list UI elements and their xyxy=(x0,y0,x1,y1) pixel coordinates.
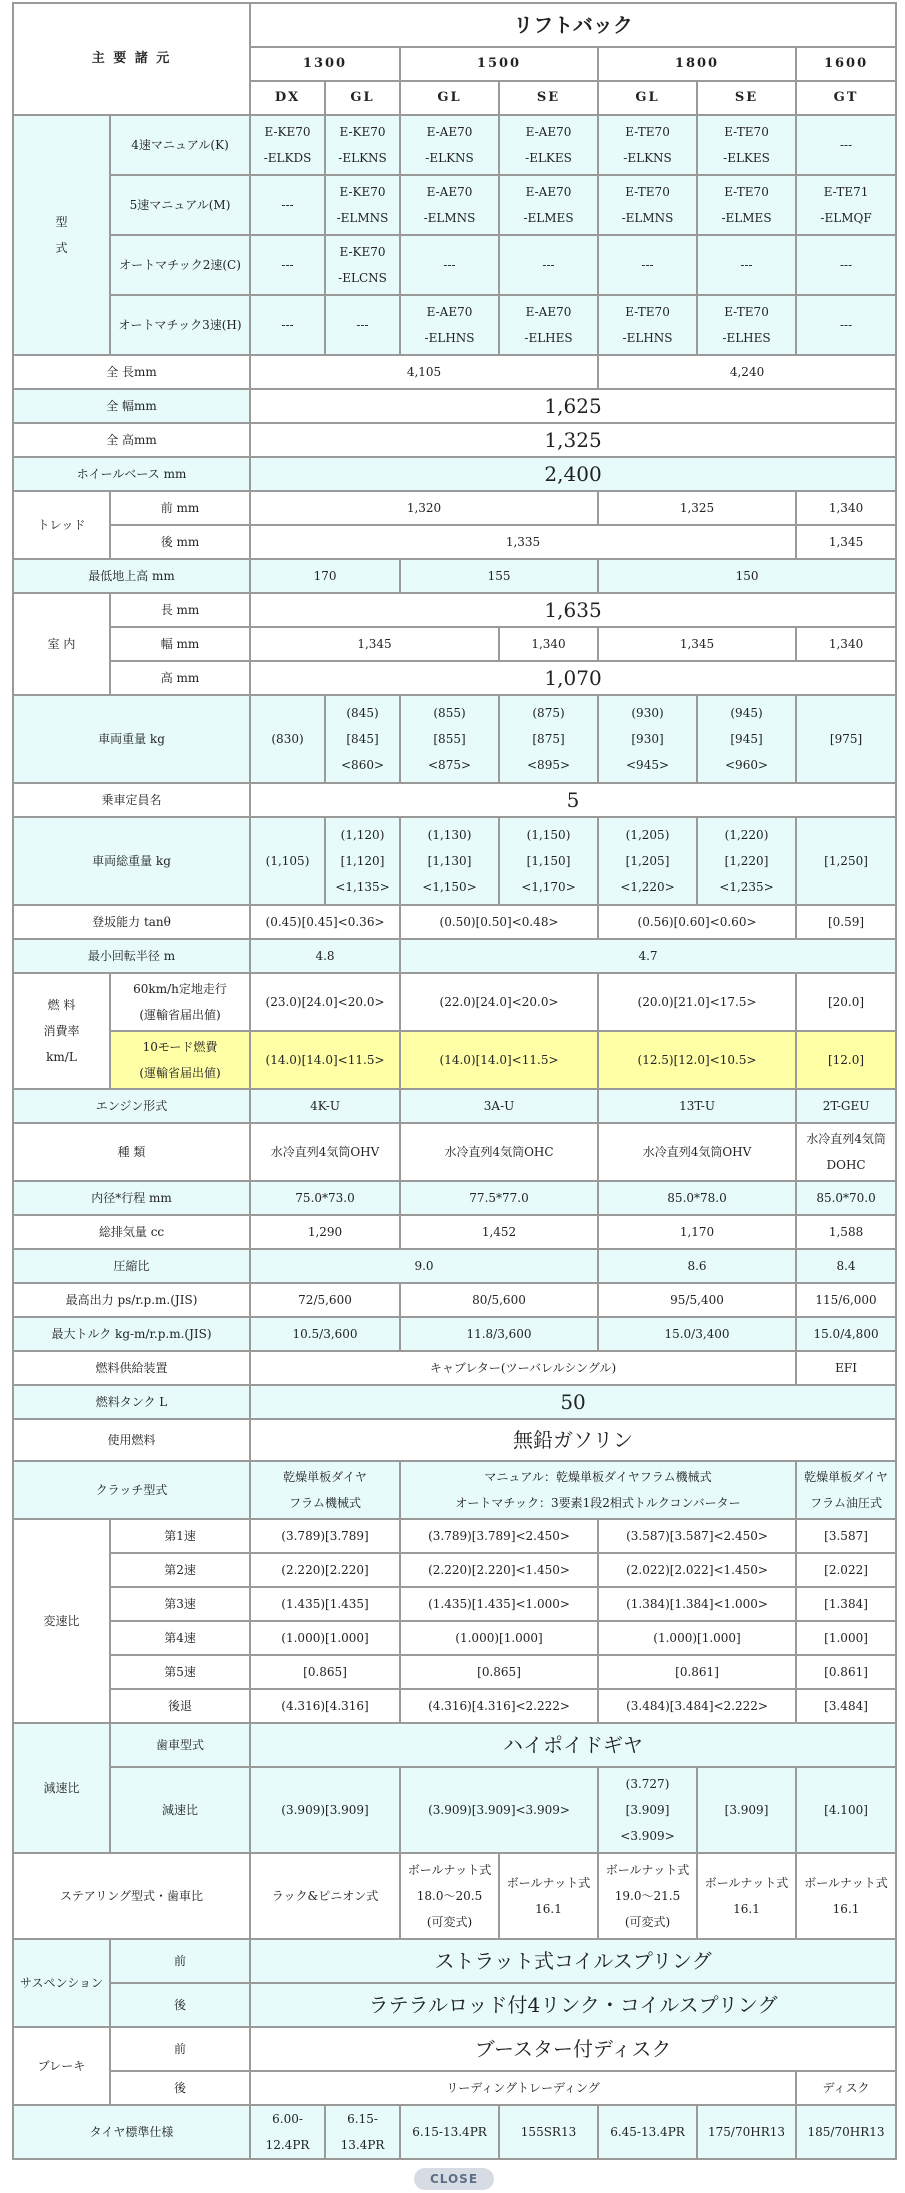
interior-width-value: 1,345 xyxy=(598,627,796,661)
turn-radius-label: 最小回転半径 m xyxy=(13,939,250,973)
model-code: E-KE70 -ELCNS xyxy=(325,235,400,295)
fuel-economy-label: 燃 料 消費率 km/L xyxy=(13,973,110,1089)
tread-value: 1,320 xyxy=(250,491,598,525)
header-disp-1600: 1600 xyxy=(796,47,896,81)
displacement-value: 1,452 xyxy=(400,1215,598,1249)
steering-label: ステアリング型式・歯車比 xyxy=(13,1853,250,1939)
mode-economy-value: [12.0] xyxy=(796,1031,896,1089)
gear-value: (1.384)[1.384]<1.000> xyxy=(598,1587,796,1621)
steering-value: ボールナット式 16.1 xyxy=(697,1853,796,1939)
torque-value: 11.8/3,600 xyxy=(400,1317,598,1351)
power-label: 最高出力 ps/r.p.m.(JIS) xyxy=(13,1283,250,1317)
width-value: 1,625 xyxy=(250,389,896,423)
gear-name: 第2速 xyxy=(110,1553,250,1587)
brake-rear-value: リーディングトレーディング xyxy=(250,2071,796,2105)
transmission-label: 5速マニュアル(M) xyxy=(110,175,250,235)
curb-weight-value: (830) xyxy=(250,695,325,783)
clutch-value: 乾燥単板ダイヤ フラム油圧式 xyxy=(796,1461,896,1519)
curb-weight-label: 車両重量 kg xyxy=(13,695,250,783)
interior-width-value: 1,340 xyxy=(796,627,896,661)
suspension-rear-value: ラテラルロッド付4リンク・コイルスプリング xyxy=(250,1983,896,2027)
model-code: E-TE70 -ELKNS xyxy=(598,115,697,175)
brake-front-value: ブースター付ディスク xyxy=(250,2027,896,2071)
fuel-supply-label: 燃料供給装置 xyxy=(13,1351,250,1385)
steering-value: ボールナット式 16.1 xyxy=(499,1853,598,1939)
clearance-label: 最低地上高 mm xyxy=(13,559,250,593)
capacity-value: 5 xyxy=(250,783,896,817)
model-code: --- xyxy=(250,235,325,295)
climb-value: [0.59] xyxy=(796,905,896,939)
model-code: E-TE71 -ELMQF xyxy=(796,175,896,235)
suspension-rear-label: 後 xyxy=(110,1983,250,2027)
tire-value: 185/70HR13 xyxy=(796,2105,896,2159)
header-grade: GT xyxy=(796,81,896,115)
tread-value: 1,345 xyxy=(796,525,896,559)
curb-weight-value: (875) [875] <895> xyxy=(499,695,598,783)
model-code: E-AE70 -ELMNS xyxy=(400,175,499,235)
reduction-label: 減速比 xyxy=(13,1723,110,1853)
gross-weight-value: (1,105) xyxy=(250,817,325,905)
header-grade: GL xyxy=(400,81,499,115)
tread-value: 1,325 xyxy=(598,491,796,525)
displacement-value: 1,588 xyxy=(796,1215,896,1249)
model-code: E-KE70 -ELKDS xyxy=(250,115,325,175)
climb-value: (0.45)[0.45]<0.36> xyxy=(250,905,400,939)
gear-ratio-label: 変速比 xyxy=(13,1519,110,1723)
bore-stroke-value: 85.0*78.0 xyxy=(598,1181,796,1215)
steady-economy-value: [20.0] xyxy=(796,973,896,1031)
torque-label: 最大トルク kg-m/r.p.m.(JIS) xyxy=(13,1317,250,1351)
model-code: --- xyxy=(400,235,499,295)
tire-value: 175/70HR13 xyxy=(697,2105,796,2159)
clutch-value: 乾燥単板ダイヤ フラム機械式 xyxy=(250,1461,400,1519)
steering-value: ボールナット式 19.0〜21.5 (可変式) xyxy=(598,1853,697,1939)
tire-label: タイヤ標準仕様 xyxy=(13,2105,250,2159)
displacement-value: 1,290 xyxy=(250,1215,400,1249)
power-value: 80/5,600 xyxy=(400,1283,598,1317)
curb-weight-value: (930) [930] <945> xyxy=(598,695,697,783)
climb-value: (0.56)[0.60]<0.60> xyxy=(598,905,796,939)
steady-economy-value: (20.0)[21.0]<17.5> xyxy=(598,973,796,1031)
interior-length-label: 長 mm xyxy=(110,593,250,627)
capacity-label: 乗車定員名 xyxy=(13,783,250,817)
model-code: E-AE70 -ELKNS xyxy=(400,115,499,175)
gear-value: (2.022)[2.022]<1.450> xyxy=(598,1553,796,1587)
final-ratio-value: [3.909] xyxy=(697,1767,796,1853)
fuel-tank-label: 燃料タンク L xyxy=(13,1385,250,1419)
model-code: E-AE70 -ELMES xyxy=(499,175,598,235)
gear-value: (1.435)[1.435]<1.000> xyxy=(400,1587,598,1621)
gear-value: [0.865] xyxy=(400,1655,598,1689)
brake-label: ブレーキ xyxy=(13,2027,110,2105)
torque-value: 10.5/3,600 xyxy=(250,1317,400,1351)
clutch-value: マニュアル：乾燥単板ダイヤフラム機械式 オートマチック：3要素1段2相式トルクコンバーター xyxy=(400,1461,796,1519)
gear-name: 第5速 xyxy=(110,1655,250,1689)
model-code: E-AE70 -ELKES xyxy=(499,115,598,175)
model-code: --- xyxy=(796,115,896,175)
gear-value: (1.000)[1.000] xyxy=(598,1621,796,1655)
tire-value: 6.00-12.4PR xyxy=(250,2105,325,2159)
gear-value: (2.220)[2.220]<1.450> xyxy=(400,1553,598,1587)
gear-value: (1.000)[1.000] xyxy=(250,1621,400,1655)
transmission-label: オートマチック3速(H) xyxy=(110,295,250,355)
gross-weight-value: (1,220) [1,220] <1,235> xyxy=(697,817,796,905)
final-ratio-value: (3.909)[3.909] xyxy=(250,1767,400,1853)
bore-stroke-value: 85.0*70.0 xyxy=(796,1181,896,1215)
displacement-label: 総排気量 cc xyxy=(13,1215,250,1249)
torque-value: 15.0/3,400 xyxy=(598,1317,796,1351)
model-code: E-TE70 -ELMES xyxy=(697,175,796,235)
model-code: --- xyxy=(250,175,325,235)
power-value: 72/5,600 xyxy=(250,1283,400,1317)
gear-value: (4.316)[4.316] xyxy=(250,1689,400,1723)
gross-weight-value: (1,150) [1,150] <1,170> xyxy=(499,817,598,905)
interior-width-value: 1,340 xyxy=(499,627,598,661)
interior-label: 室 内 xyxy=(13,593,110,695)
gross-weight-label: 車両総重量 kg xyxy=(13,817,250,905)
engine-type-value: 水冷直列4気筒OHV xyxy=(250,1123,400,1181)
gear-value: (4.316)[4.316]<2.222> xyxy=(400,1689,598,1723)
gear-value: (3.789)[3.789] xyxy=(250,1519,400,1553)
gear-value: [2.022] xyxy=(796,1553,896,1587)
gear-value: [1.384] xyxy=(796,1587,896,1621)
header-grade: SE xyxy=(499,81,598,115)
header-grade: DX xyxy=(250,81,325,115)
height-value: 1,325 xyxy=(250,423,896,457)
fuel-type-label: 使用燃料 xyxy=(13,1419,250,1461)
suspension-front-value: ストラット式コイルスプリング xyxy=(250,1939,896,1983)
steering-value: ボールナット式 16.1 xyxy=(796,1853,896,1939)
steering-value: ボールナット式 18.0〜20.5 (可変式) xyxy=(400,1853,499,1939)
engine-type-value: 水冷直列4気筒 DOHC xyxy=(796,1123,896,1181)
gear-type-label: 歯車型式 xyxy=(110,1723,250,1767)
displacement-value: 1,170 xyxy=(598,1215,796,1249)
compression-value: 9.0 xyxy=(250,1249,598,1283)
mode-economy-label: 10モード燃費 (運輸省届出値) xyxy=(110,1031,250,1089)
clearance-value: 155 xyxy=(400,559,598,593)
compression-value: 8.6 xyxy=(598,1249,796,1283)
header-grade: GL xyxy=(598,81,697,115)
model-code: E-TE70 -ELHNS xyxy=(598,295,697,355)
model-code: --- xyxy=(697,235,796,295)
gear-name: 第4速 xyxy=(110,1621,250,1655)
compression-label: 圧縮比 xyxy=(13,1249,250,1283)
tread-rear-label: 後 mm xyxy=(110,525,250,559)
gross-weight-value: (1,120) [1,120] <1,135> xyxy=(325,817,400,905)
model-code: --- xyxy=(499,235,598,295)
transmission-label: 4速マニュアル(K) xyxy=(110,115,250,175)
mode-economy-value: (14.0)[14.0]<11.5> xyxy=(250,1031,400,1089)
engine-type-value: 水冷直列4気筒OHC xyxy=(400,1123,598,1181)
transmission-label: オートマチック2速(C) xyxy=(110,235,250,295)
header-disp-1800: 1800 xyxy=(598,47,796,81)
model-code: E-TE70 -ELKES xyxy=(697,115,796,175)
interior-height-value: 1,070 xyxy=(250,661,896,695)
header-body-type: リフトバック xyxy=(250,3,896,47)
final-ratio-value: (3.727) [3.909] <3.909> xyxy=(598,1767,697,1853)
suspension-label: サスペンション xyxy=(13,1939,110,2027)
gear-name: 第1速 xyxy=(110,1519,250,1553)
tread-label: トレッド xyxy=(13,491,110,559)
model-code: --- xyxy=(250,295,325,355)
curb-weight-value: (845) [845] <860> xyxy=(325,695,400,783)
tire-value: 6.15-13.4PR xyxy=(325,2105,400,2159)
gear-value: (1.435)[1.435] xyxy=(250,1587,400,1621)
gear-value: [0.861] xyxy=(796,1655,896,1689)
curb-weight-value: (945) [945] <960> xyxy=(697,695,796,783)
length-value: 4,105 xyxy=(250,355,598,389)
gear-value: [3.484] xyxy=(796,1689,896,1723)
gear-name: 第3速 xyxy=(110,1587,250,1621)
tread-value: 1,340 xyxy=(796,491,896,525)
curb-weight-value: (855) [855] <875> xyxy=(400,695,499,783)
model-code: E-AE70 -ELHES xyxy=(499,295,598,355)
tire-value: 155SR13 xyxy=(499,2105,598,2159)
brake-front-label: 前 xyxy=(110,2027,250,2071)
tread-value: 1,335 xyxy=(250,525,796,559)
width-label: 全 幅mm xyxy=(13,389,250,423)
bore-stroke-value: 77.5*77.0 xyxy=(400,1181,598,1215)
fuel-type-value: 無鉛ガソリン xyxy=(250,1419,896,1461)
header-grade: GL xyxy=(325,81,400,115)
model-code: --- xyxy=(325,295,400,355)
model-code: E-TE70 -ELHES xyxy=(697,295,796,355)
final-ratio-value: (3.909)[3.909]<3.909> xyxy=(400,1767,598,1853)
clearance-value: 170 xyxy=(250,559,400,593)
engine-model-value: 4K-U xyxy=(250,1089,400,1123)
brake-rear-value: ディスク xyxy=(796,2071,896,2105)
power-value: 95/5,400 xyxy=(598,1283,796,1317)
steady-economy-value: (22.0)[24.0]<20.0> xyxy=(400,973,598,1031)
header-main-spec: 主 要 諸 元 xyxy=(13,3,250,115)
interior-width-label: 幅 mm xyxy=(110,627,250,661)
gear-type-value: ハイポイドギヤ xyxy=(250,1723,896,1767)
clutch-label: クラッチ型式 xyxy=(13,1461,250,1519)
compression-value: 8.4 xyxy=(796,1249,896,1283)
wheelbase-value: 2,400 xyxy=(250,457,896,491)
model-code: E-TE70 -ELMNS xyxy=(598,175,697,235)
fuel-tank-value: 50 xyxy=(250,1385,896,1419)
brake-rear-label: 後 xyxy=(110,2071,250,2105)
steering-value: ラック&ピニオン式 xyxy=(250,1853,400,1939)
gear-value: [0.861] xyxy=(598,1655,796,1689)
header-disp-1300: 1300 xyxy=(250,47,400,81)
fuel-supply-value: EFI xyxy=(796,1351,896,1385)
gear-name: 後退 xyxy=(110,1689,250,1723)
gear-value: [0.865] xyxy=(250,1655,400,1689)
gear-value: (3.587)[3.587]<2.450> xyxy=(598,1519,796,1553)
model-code: E-KE70 -ELMNS xyxy=(325,175,400,235)
interior-width-value: 1,345 xyxy=(250,627,499,661)
header-disp-1500: 1500 xyxy=(400,47,598,81)
interior-height-label: 高 mm xyxy=(110,661,250,695)
gear-value: [1.000] xyxy=(796,1621,896,1655)
climb-label: 登坂能力 tanθ xyxy=(13,905,250,939)
model-code: --- xyxy=(796,235,896,295)
mode-economy-value: (12.5)[12.0]<10.5> xyxy=(598,1031,796,1089)
power-value: 115/6,000 xyxy=(796,1283,896,1317)
engine-type-label: 種 類 xyxy=(13,1123,250,1181)
gear-value: (3.484)[3.484]<2.222> xyxy=(598,1689,796,1723)
model-label: 型 式 xyxy=(13,115,110,355)
engine-model-value: 3A-U xyxy=(400,1089,598,1123)
gear-value: (3.789)[3.789]<2.450> xyxy=(400,1519,598,1553)
height-label: 全 高mm xyxy=(13,423,250,457)
header-grade: SE xyxy=(697,81,796,115)
tread-front-label: 前 mm xyxy=(110,491,250,525)
steady-economy-value: (23.0)[24.0]<20.0> xyxy=(250,973,400,1031)
torque-value: 15.0/4,800 xyxy=(796,1317,896,1351)
final-ratio-label: 減速比 xyxy=(110,1767,250,1853)
engine-type-value: 水冷直列4気筒OHV xyxy=(598,1123,796,1181)
gear-value: [3.587] xyxy=(796,1519,896,1553)
model-code: E-KE70 -ELKNS xyxy=(325,115,400,175)
clearance-value: 150 xyxy=(598,559,896,593)
tire-value: 6.15-13.4PR xyxy=(400,2105,499,2159)
length-value: 4,240 xyxy=(598,355,896,389)
spec-table xyxy=(12,2,897,2160)
engine-model-label: エンジン形式 xyxy=(13,1089,250,1123)
gross-weight-value: (1,205) [1,205] <1,220> xyxy=(598,817,697,905)
fuel-supply-value: キャブレター(ツーバレルシングル) xyxy=(250,1351,796,1385)
model-code: --- xyxy=(796,295,896,355)
final-ratio-value: [4.100] xyxy=(796,1767,896,1853)
steady-economy-label: 60km/h定地走行 (運輸省届出値) xyxy=(110,973,250,1031)
engine-model-value: 13T-U xyxy=(598,1089,796,1123)
suspension-front-label: 前 xyxy=(110,1939,250,1983)
length-label: 全 長mm xyxy=(13,355,250,389)
interior-length-value: 1,635 xyxy=(250,593,896,627)
climb-value: (0.50)[0.50]<0.48> xyxy=(400,905,598,939)
model-code: --- xyxy=(598,235,697,295)
curb-weight-value: [975] xyxy=(796,695,896,783)
wheelbase-label: ホイールベース mm xyxy=(13,457,250,491)
turn-radius-value: 4.7 xyxy=(400,939,896,973)
tire-value: 6.45-13.4PR xyxy=(598,2105,697,2159)
gross-weight-value: [1,250] xyxy=(796,817,896,905)
bore-stroke-value: 75.0*73.0 xyxy=(250,1181,400,1215)
engine-model-value: 2T-GEU xyxy=(796,1089,896,1123)
model-code: E-AE70 -ELHNS xyxy=(400,295,499,355)
gear-value: (2.220)[2.220] xyxy=(250,1553,400,1587)
gear-value: (1.000)[1.000] xyxy=(400,1621,598,1655)
gross-weight-value: (1,130) [1,130] <1,150> xyxy=(400,817,499,905)
close-button[interactable]: CLOSE xyxy=(414,2168,494,2190)
mode-economy-value: (14.0)[14.0]<11.5> xyxy=(400,1031,598,1089)
turn-radius-value: 4.8 xyxy=(250,939,400,973)
bore-stroke-label: 内径*行程 mm xyxy=(13,1181,250,1215)
